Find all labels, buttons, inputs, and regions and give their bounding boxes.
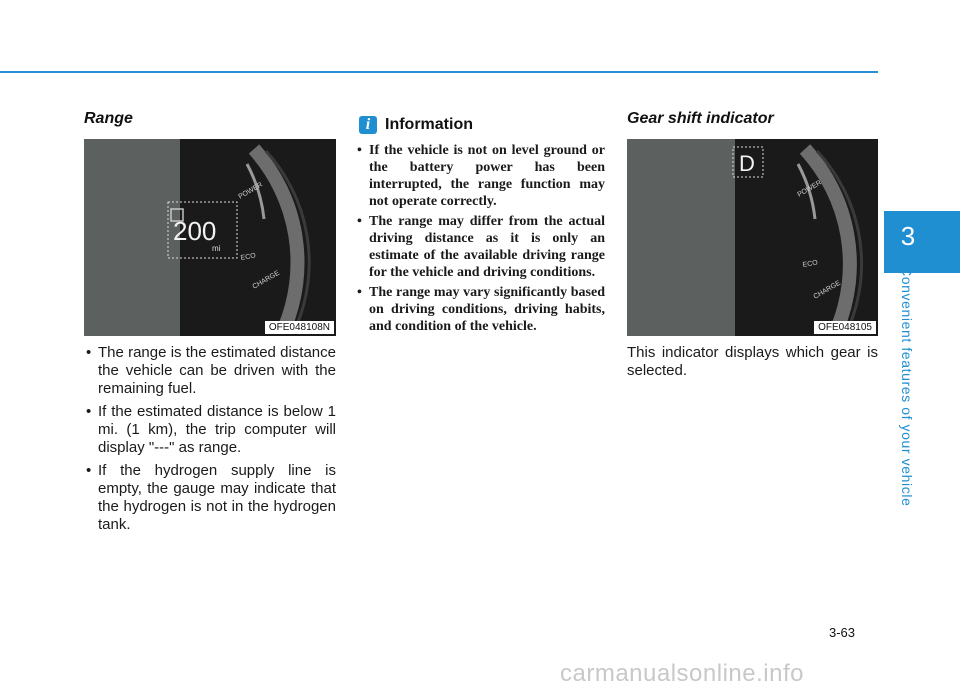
gauge-label-eco: ECO <box>240 252 257 262</box>
gear-description: This indicator displays which gear is selected. <box>627 344 878 379</box>
header-rule <box>0 71 878 73</box>
gauge-label-eco: ECO <box>802 259 819 269</box>
gear-cluster-image <box>627 139 878 336</box>
page-number: 3-63 <box>829 625 856 640</box>
list-item: • If the hydrogen supply line is empty, the gauge may indicate that the hydrogen is not in the hydrogen tank. <box>84 462 336 534</box>
range-display-value: 200 <box>173 216 217 246</box>
gear-display-letter: D <box>739 151 755 176</box>
chapter-number: 3 <box>900 221 916 251</box>
gauge-label-power: POWER <box>237 181 264 201</box>
range-figure <box>84 139 336 336</box>
list-item: • If the vehicle is not on level ground or the battery power has been interrupted, the range function may not operate correctly. <box>355 142 605 210</box>
list-item: • The range is the estimated distance the vehicle can be driven with the remaining fuel. <box>84 344 336 398</box>
range-figure-caption: OFE048108N <box>265 321 334 334</box>
chapter-title <box>899 266 921 507</box>
gear-figure-caption: OFE048105 <box>814 321 876 334</box>
range-bullets <box>84 344 336 539</box>
gear-heading: Gear shift indicator <box>627 110 774 127</box>
information-bullets <box>355 142 605 338</box>
chapter-tab[interactable] <box>884 211 960 273</box>
gauge-label-charge: CHARGE <box>251 269 281 291</box>
information-label: Information <box>385 116 473 133</box>
list-item: • The range may vary significantly based on driving conditions, driving habits, and condition of the vehicle. <box>355 284 605 335</box>
range-heading: Range <box>84 110 133 127</box>
range-display-unit: mi <box>212 244 221 253</box>
gauge-label-power: POWER <box>796 179 823 199</box>
gauge-label-charge: CHARGE <box>812 279 842 301</box>
gear-figure <box>627 139 878 336</box>
list-item: • The range may differ from the actual driving distance as it is only an estimate of the available driving range for the vehicle and driving conditions. <box>355 213 605 281</box>
information-title <box>359 116 473 134</box>
range-cluster-image <box>84 139 336 336</box>
info-icon: i <box>359 116 377 134</box>
chapter-title-text: Convenient features of your vehicle <box>899 266 915 507</box>
list-item: • If the estimated distance is below 1 mi. (1 km), the trip computer will display "---" as range. <box>84 403 336 457</box>
watermark: carmanualsonline.info <box>560 660 804 687</box>
